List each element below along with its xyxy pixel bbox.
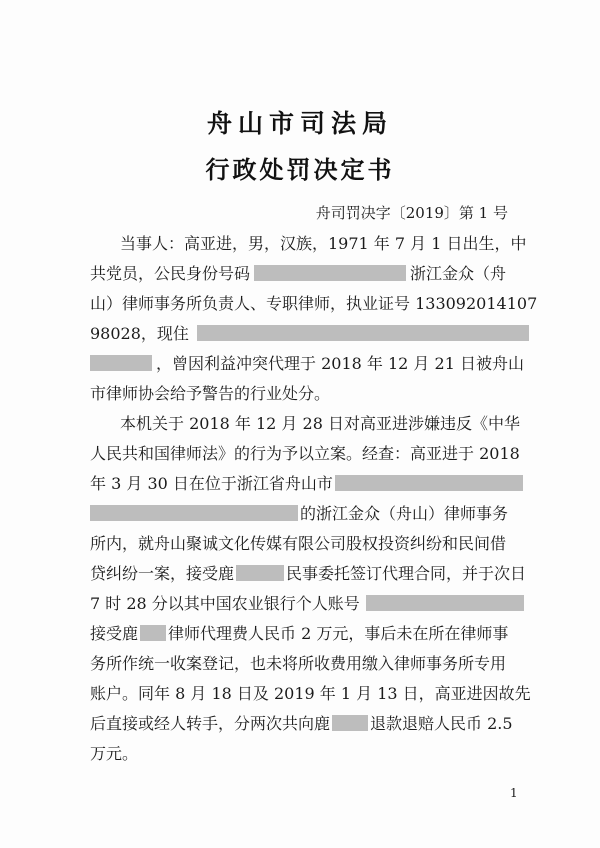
para2-line-1: 本机关于 2018 年 12 月 28 日对高亚进涉嫌违反《中华 [120,414,520,433]
redaction-block [332,715,368,731]
para2-line-11-text-b: 退款退赔人民币 2.5 [370,714,513,733]
para2-line-4-text: 的浙江金众（舟山）律师事务 [300,504,509,523]
para1-line-4 [90,324,529,344]
para2-line-6-text-b: 民事委托签订代理合同，并于次日 [286,564,527,583]
redaction-block [140,625,166,641]
redaction-block [335,475,523,491]
para2-line-6-text-a: 贷纠纷一案，接受鹿 [90,564,235,583]
para2-line-7 [90,594,524,614]
document-number: 舟司罚决字〔2019〕第 1 号 [315,204,508,222]
para1-line-4-text: 98028，现住 [90,324,189,343]
para2-line-5: 所内，就舟山聚诚文化传媒有限公司股权投资纠纷和民间借 [90,534,507,553]
para2-line-4 [90,504,508,524]
para1-line-2 [90,264,506,284]
para2-line-11 [90,714,513,734]
page-number: 1 [510,786,518,800]
para1-line-2-text-b: 浙江金众（舟 [410,264,507,283]
redaction-block [197,325,529,341]
para1-line-6: 市律师协会给予警告的行业处分。 [90,384,331,403]
document-title: 舟山市司法局 [206,109,393,138]
redaction-block [90,355,152,371]
para2-line-7-text: 7 时 28 分以其中国农业银行个人账号 [90,594,360,613]
para2-line-6 [90,564,526,584]
para2-line-3 [90,474,523,494]
para2-line-11-text-a: 后直接或经人转手，分两次共向鹿 [90,714,331,733]
para2-line-3-text: 年 3 月 30 日在位于浙江省舟山市 [90,474,333,493]
para1-line-3: 山）律师事务所负责人、专职律师，执业证号 133092014107 [90,294,538,313]
redaction-block [90,505,298,521]
document-subtitle: 行政处罚决定书 [205,155,395,184]
para1-line-5-text: ，曾因利益冲突代理于 2018 年 12 月 21 日被舟山 [156,354,524,373]
redaction-block [236,565,284,581]
para2-line-12: 万元。 [90,744,139,763]
para2-line-8 [90,624,508,644]
para1-line-5 [90,354,524,374]
para2-line-10: 账户。同年 8 月 18 日及 2019 年 1 月 13 日，高亚进因故先 [90,684,531,703]
para1-line-2-text-a: 共党员，公民身份号码 [90,264,251,283]
para2-line-8-text-b: 律师代理费人民币 2 万元，事后未在所在律师事 [168,624,509,643]
para2-line-2: 人民共和国律师法》的行为予以立案。经查：高亚进于 2018 [90,444,520,463]
para2-line-8-text-a: 接受鹿 [90,624,139,643]
redaction-block [254,265,406,281]
para2-line-9: 务所作统一收案登记，也未将所收费用缴入律师事务所专用 [90,654,507,673]
redaction-block [366,595,524,611]
para1-line-1: 当事人：高亚进，男，汉族，1971 年 7 月 1 日出生，中 [120,234,527,253]
